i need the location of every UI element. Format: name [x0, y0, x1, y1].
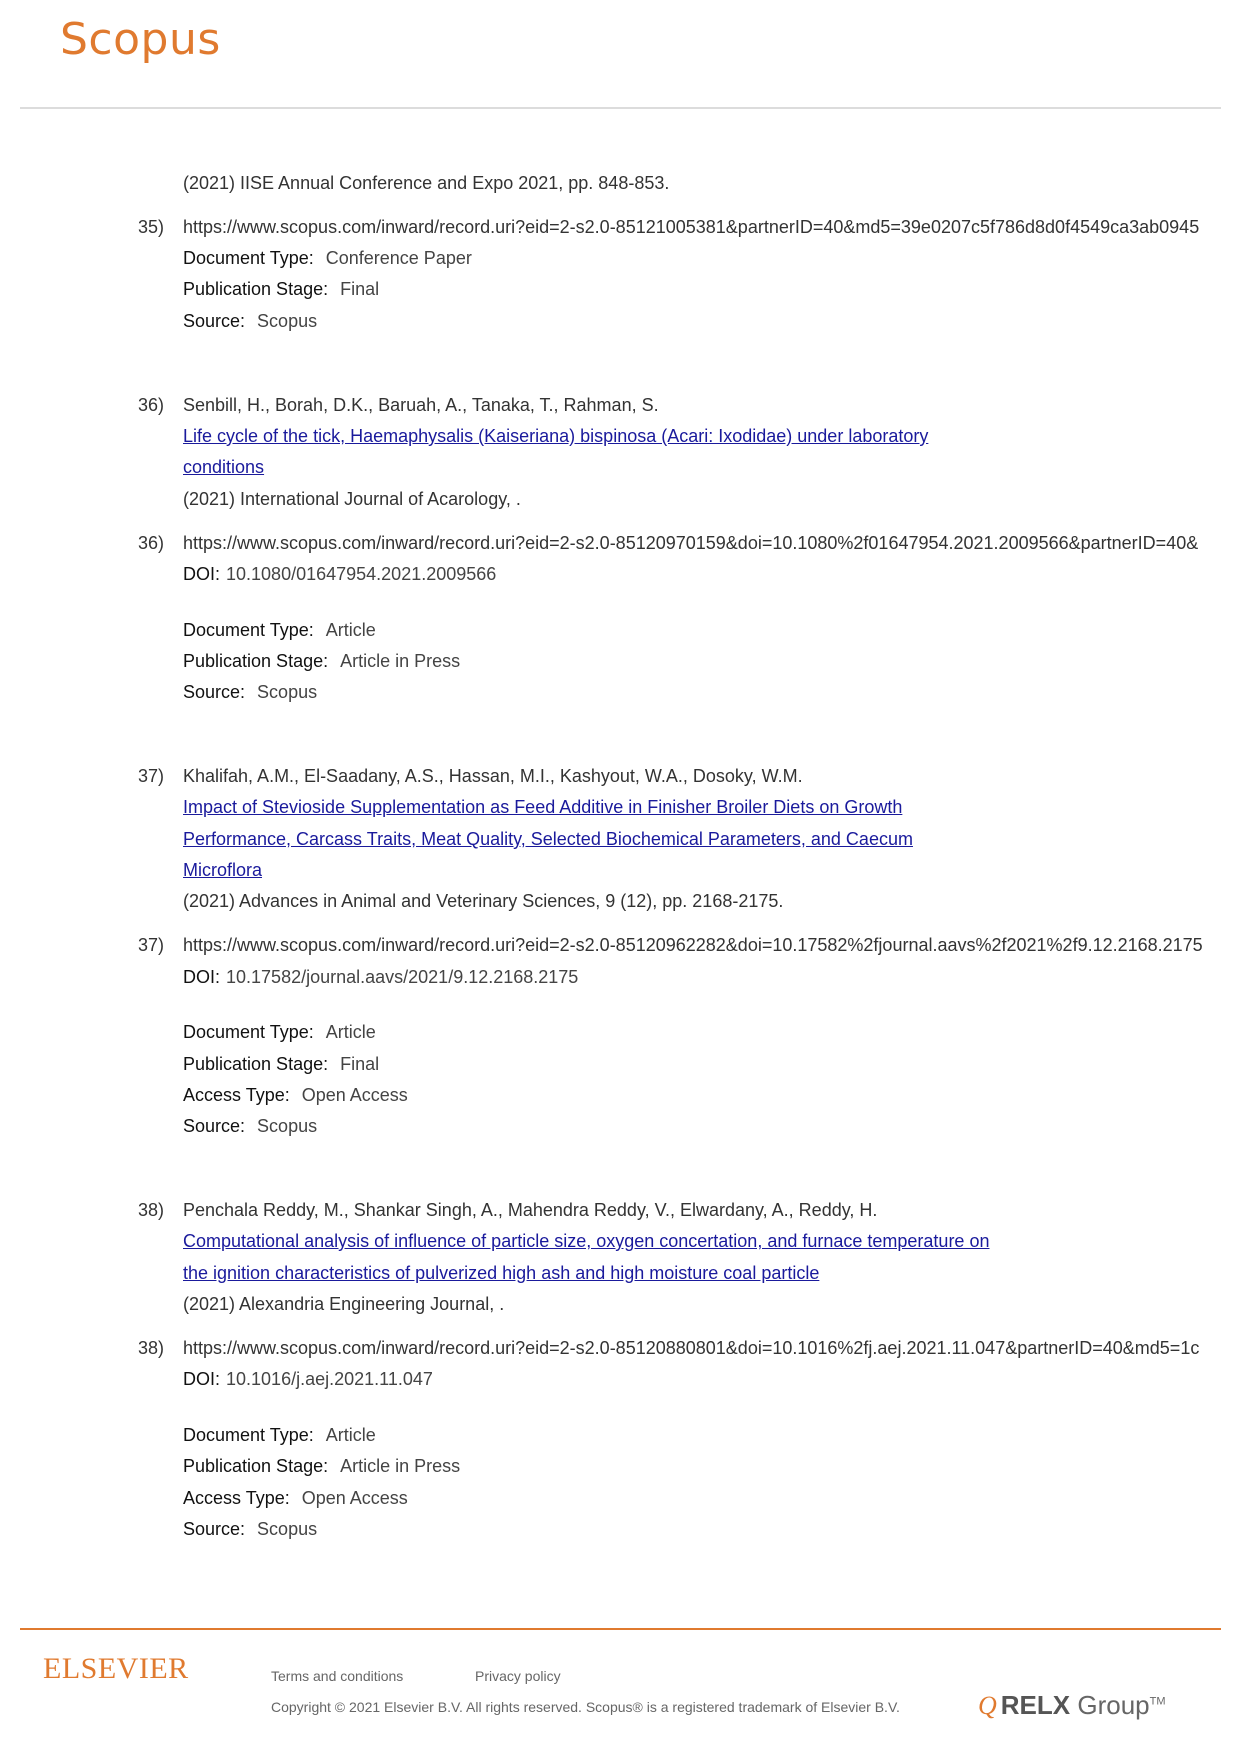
label: Publication Stage: [183, 651, 329, 671]
record-url[interactable]: https://www.scopus.com/inward/record.uri?eid=2-s2.0-85120880801&doi=10.1016%2fj.aej.2021.11.047&partnerID=40&md5=1c [183, 1338, 1200, 1358]
article-title-link[interactable]: Microflora [183, 860, 263, 880]
authors: Penchala Reddy, M., Shankar Singh, A., Mahendra Reddy, V., Elwardany, A., Reddy, H. [183, 1200, 878, 1220]
terms-link[interactable]: Terms and conditions [271, 1668, 404, 1684]
value: Final [340, 279, 380, 299]
document-type [183, 1021, 376, 1043]
publication-stage [183, 1455, 460, 1477]
value: Conference Paper [325, 248, 472, 268]
label: DOI: [183, 564, 221, 584]
trademark: TM [1149, 1695, 1166, 1708]
label: Source: [183, 1519, 246, 1539]
value: Article [325, 1425, 376, 1445]
label: Source: [183, 1116, 246, 1136]
value: Scopus [257, 1116, 318, 1136]
doi [183, 966, 578, 988]
publication-stage [183, 278, 379, 300]
article-title-link[interactable]: Computational analysis of influence of particle size, oxygen concertation, and furnace temperature on [183, 1231, 990, 1251]
source [183, 1115, 317, 1137]
value: Scopus [257, 1519, 318, 1539]
doi [183, 563, 496, 585]
entry-number: 36) [138, 395, 165, 415]
entry-number: 37) [138, 935, 165, 955]
publication-stage [183, 1053, 379, 1075]
publication-stage [183, 650, 460, 672]
entry-number: 38) [138, 1338, 165, 1358]
label: DOI: [183, 1369, 221, 1389]
record-url[interactable]: https://www.scopus.com/inward/record.uri?eid=2-s2.0-85120962282&doi=10.17582%2fjournal.aavs%2f2021%2f9.12.2168.2175 [183, 935, 1203, 955]
value: 10.1080/01647954.2021.2009566 [226, 564, 497, 584]
label: Document Type: [183, 1425, 314, 1445]
doi [183, 1368, 433, 1390]
value: Scopus [257, 311, 318, 331]
article-title-link[interactable]: Performance, Carcass Traits, Meat Quality, Selected Biochemical Parameters, and Caecum [183, 829, 913, 849]
value: Article in Press [340, 651, 461, 671]
label: Access Type: [183, 1488, 290, 1508]
label: DOI: [183, 967, 221, 987]
label: Source: [183, 682, 246, 702]
entry-number: 38) [138, 1200, 165, 1220]
entry-number: 37) [138, 766, 165, 786]
label: Document Type: [183, 1022, 314, 1042]
value: Scopus [257, 682, 318, 702]
label: Publication Stage: [183, 279, 329, 299]
article-title-link[interactable]: the ignition characteristics of pulverized high ash and high moisture coal particle [183, 1263, 820, 1283]
footer-divider [20, 1628, 1221, 1630]
value: Open Access [301, 1488, 408, 1508]
relx-q-icon: Q [978, 1691, 997, 1720]
value: Open Access [301, 1085, 408, 1105]
scopus-logo: Scopus [60, 14, 221, 65]
citation: (2021) Alexandria Engineering Journal, . [183, 1294, 505, 1314]
value: Article [325, 1022, 376, 1042]
article-title-link[interactable]: conditions [183, 457, 265, 477]
label: Publication Stage: [183, 1054, 329, 1074]
label: Publication Stage: [183, 1456, 329, 1476]
citation-source: (2021) IISE Annual Conference and Expo 2021, pp. 848-853. [183, 173, 670, 193]
header-divider [20, 107, 1221, 109]
citation: (2021) International Journal of Acarology, . [183, 489, 521, 509]
label: Document Type: [183, 620, 314, 640]
label: Access Type: [183, 1085, 290, 1105]
document-type [183, 619, 376, 641]
access-type [183, 1084, 408, 1106]
article-title-link[interactable]: Life cycle of the tick, Haemaphysalis (Kaiseriana) bispinosa (Acari: Ixodidae) under laboratory [183, 426, 929, 446]
source [183, 1518, 317, 1540]
citation: (2021) Advances in Animal and Veterinary Sciences, 9 (12), pp. 2168-2175. [183, 891, 784, 911]
source [183, 681, 317, 703]
article-title-link[interactable]: Impact of Stevioside Supplementation as Feed Additive in Finisher Broiler Diets on Growth [183, 797, 903, 817]
value: Article [325, 620, 376, 640]
record-url[interactable]: https://www.scopus.com/inward/record.uri?eid=2-s2.0-85121005381&partnerID=40&md5=39e0207c5f786d8d0f4549ca3ab0945 [183, 217, 1200, 237]
authors: Khalifah, A.M., El-Saadany, A.S., Hassan, M.I., Kashyout, W.A., Dosoky, W.M. [183, 766, 803, 786]
entry-number: 35) [138, 217, 165, 237]
access-type [183, 1487, 408, 1509]
source [183, 310, 317, 332]
relx-group-text: Group [1070, 1690, 1150, 1720]
record-url[interactable]: https://www.scopus.com/inward/record.uri?eid=2-s2.0-85120970159&doi=10.1080%2f01647954.2021.2009566&partnerID=40& [183, 533, 1199, 553]
value: 10.17582/journal.aavs/2021/9.12.2168.2175 [226, 967, 579, 987]
elsevier-logo: ELSEVIER [43, 1652, 189, 1685]
relx-text: RELX [1000, 1690, 1071, 1720]
label: Document Type: [183, 248, 314, 268]
relx-logo [978, 1690, 1166, 1721]
authors: Senbill, H., Borah, D.K., Baruah, A., Tanaka, T., Rahman, S. [183, 395, 659, 415]
value: Final [340, 1054, 380, 1074]
copyright-text: Copyright © 2021 Elsevier B.V. All rights reserved. Scopus® is a registered trademark of Elsevier B.V. [271, 1699, 900, 1715]
value: 10.1016/j.aej.2021.11.047 [226, 1369, 433, 1389]
value: Article in Press [340, 1456, 461, 1476]
label: Source: [183, 311, 246, 331]
entry-number: 36) [138, 533, 165, 553]
privacy-link[interactable]: Privacy policy [475, 1668, 561, 1684]
document-type [183, 247, 472, 269]
document-type [183, 1424, 376, 1446]
